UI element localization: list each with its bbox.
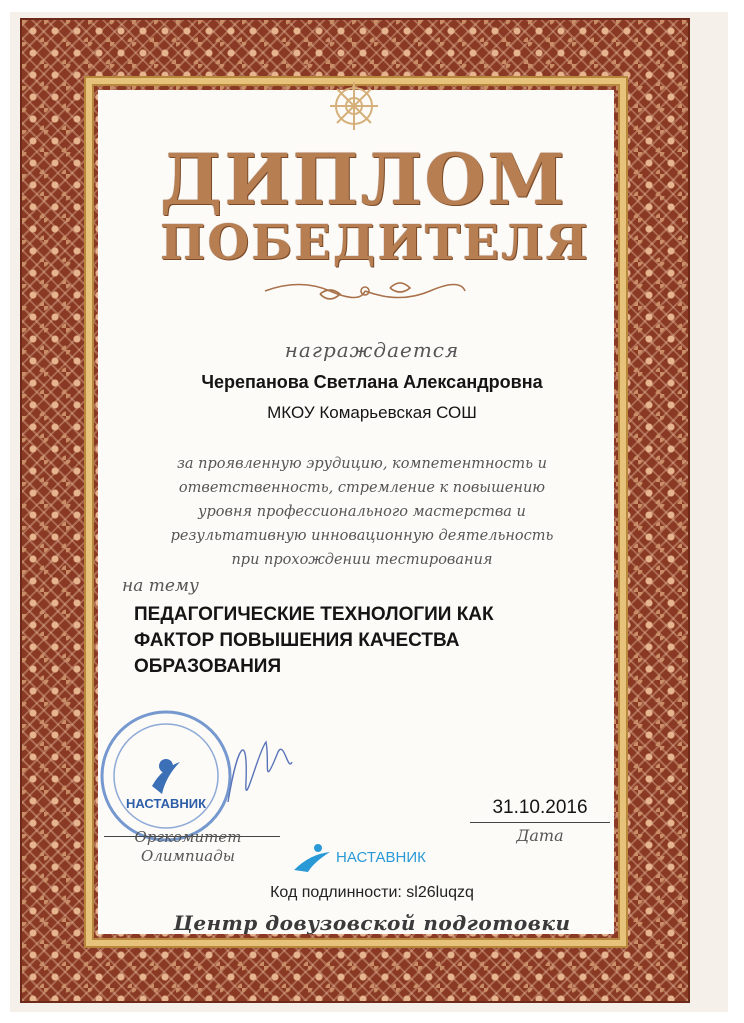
flourish-divider-icon <box>260 276 470 306</box>
reason-line: при прохождении тестирования <box>231 552 493 568</box>
nastavnik-logo <box>290 840 460 874</box>
issue-date: 31.10.2016 <box>492 797 588 818</box>
organizer-label <box>118 828 258 866</box>
authenticity-code: Код подлинности: sl26luqzq <box>270 884 474 901</box>
topic-line: ОБРАЗОВАНИЯ <box>134 656 282 677</box>
official-stamp-icon <box>96 706 236 846</box>
award-reason <box>112 452 612 572</box>
diploma-subtitle: ПОБЕДИТЕЛЯ <box>160 215 590 271</box>
issuer-name: Центр довузовской подготовки <box>173 911 571 935</box>
signature-icon <box>218 722 298 822</box>
topic-line: ПЕДАГОГИЧЕСКИЕ ТЕХНОЛОГИИ КАК <box>134 604 494 625</box>
reason-line: результативную инновационную деятельность <box>170 528 554 544</box>
awarded-label: награждается <box>284 338 460 362</box>
diploma-title: ДИПЛОМ <box>160 138 567 221</box>
recipient-name: Черепанова Светлана Александровна <box>201 372 543 392</box>
date-label: Дата <box>516 826 564 845</box>
recipient-school: МКОУ Комарьевская СОШ <box>267 403 477 422</box>
organizer-line: Оргкомитет <box>134 828 242 846</box>
snowflake-ornament-icon <box>328 80 380 132</box>
reason-line: уровня профессионального мастерства и <box>198 504 526 520</box>
topic-title <box>134 602 604 680</box>
reason-line: ответственность, стремление к повышению <box>178 480 546 496</box>
organizer-line: Олимпиады <box>141 847 235 865</box>
topic-line: ФАКТОР ПОВЫШЕНИЯ КАЧЕСТВА <box>134 630 460 651</box>
logo-text: НАСТАВНИК <box>336 849 426 866</box>
date-line <box>470 822 610 823</box>
reason-line: за проявленную эрудицию, компетентность и <box>177 456 547 472</box>
stamp-label: НАСТАВНИК <box>125 796 207 811</box>
topic-label: на тему <box>122 576 199 596</box>
